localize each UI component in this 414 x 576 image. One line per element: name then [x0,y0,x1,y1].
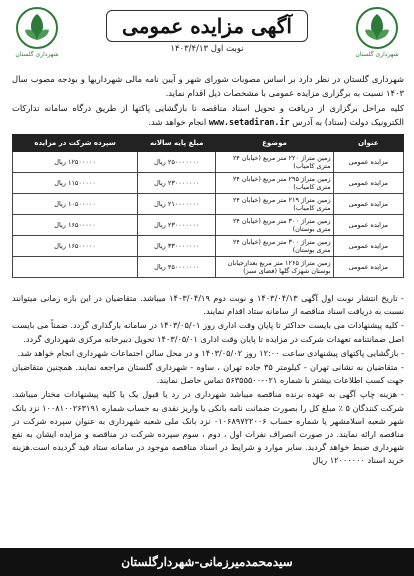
page-title: آگهی مزایده عمومی [106,10,308,42]
cell-subject: زمین متراژ ۲۲۰ متر مربع (خیابان ۲۴ متری کامیاب) [216,152,333,173]
cell-subject: زمین متراژ ۲۹۵ متر مربع (خیابان ۲۴ متری کامیاب) [216,173,333,194]
column-header-title: عنوان [333,135,403,152]
cell-subject: زمین متراژ ۲۱۹ متر مربع (خیابان ۲۴ متری کامیاب) [216,194,333,215]
cell-title: مزایده عمومی [333,173,403,194]
cell-deposit: ۱۶۵۰۰۰۰۰ ریال [13,215,138,236]
column-header-deposit: سپرده شرکت در مزایده [13,135,138,152]
table-row [13,173,404,194]
cell-base-price: ۲۳۰۰۰۰۰۰۰ ریال [138,215,216,236]
auction-table [12,134,404,278]
cell-title: مزایده عمومی [333,257,403,278]
column-header-subject: موضوع [216,135,333,152]
intro-paragraph-portal [12,101,404,129]
header [6,6,408,70]
cell-deposit: ۱۶۵۰۰۰۰۰ ریال [13,236,138,257]
table-row [13,194,404,215]
cell-subject: زمین متراژ ۱۲۶۵ متر مربع بعدازخیابان بوستان شهرک گلها (فضای سبز) [216,257,333,278]
portal-text-after: انجام خواهد شد. [148,117,207,127]
cell-subject: زمین متراژ ۳۰۰ متر مربع (خیابان ۲۴ متری بوستان) [216,236,333,257]
cell-deposit: ۱۱۵۰۰۰۰۰ ریال [13,173,138,194]
cell-base-price: ۲۳۰۰۰۰۰۰۰ ریال [138,173,216,194]
intro-section [12,72,404,130]
table-header-row [13,135,404,152]
logo-caption: شهرداری گلستان [355,51,399,58]
terms-paragraph-opening: - بازگشایی پاکتهای پیشنهادی ساعت ۱۲:۰۰ روز ۱۴۰۳/۰۵/۰۲ و در محل سالن اجتماعات شهرداری انجام خواهد شد. [17,347,404,358]
terms-paragraph-deadline: - کلیه پیشنهادات می بایست حداکثر تا پایان وقت اداری روز ۱۴۰۳/۰۵/۰۱ در سامانه بارگذاری گردد. ضمناً می بایست اصل ضمانتنامه تعهدات شرکت در مزایده تا پایان وقت اداری ۱۴۰۳/۰۵/۰۱ تحویل دبیرخانه مرکزی شهرداری گردد. [12,320,404,344]
cell-title: مزایده عمومی [333,215,403,236]
table-row [13,215,404,236]
table-row [13,236,404,257]
auction-table-wrapper [12,134,404,278]
portal-text-before: کلیه مراحل برگزاری از دریافت و تحویل اسناد مناقصه تا بازگشایی پاکتها از طریق درگاه سامانه تدارکات الکترونیک دولت (ستاد) به آدرس [12,103,404,127]
terms-paragraph-address: - متقاضیان به نشانی تهران - کیلومتر ۳۵ جاده تهران ، ساوه - شهرداری گلستان مراجعه نمایند. همچنین متقاضیان جهت کسب اطلاعات بیشتر با شماره ۰۲۱-۵۶۳۵۵۵۰۰ تماس حاصل نمایند. [12,362,404,386]
municipality-logo-left [8,6,66,66]
setad-link[interactable]: www.setadiran.ir [208,117,290,127]
terms-paragraph-dates: - تاریخ انتشار نوبت اول آگهی ۱۴۰۳/۰۴/۱۳ و نوبت دوم ۱۴۰۳/۰۴/۱۹ میباشد. متقاضیان در این بازه زمانی میتوانند نسبت به دریافت اسناد مناقصه از سامانه ستاد اقدام نمایند. [12,293,404,317]
intro-paragraph: شهرداری گلستان در نظر دارد بر اساس مصوبات شورای شهر و آیین نامه مالی شهرداریها و بودجه مصوب سال ۱۴۰۳ نسبت به برگزاری مزایده عمومی با مشخصات ذیل اقدام نماید. [12,74,404,98]
leaf-emblem-icon [355,6,399,50]
table-row [13,257,404,278]
cell-deposit: ۱۲۵۰۰۰۰۰ ریال [13,152,138,173]
cell-title: مزایده عمومی [333,194,403,215]
cell-base-price: ۳۳۰۰۰۰۰۰۰ ریال [138,236,216,257]
signature-bar: سیدمحمدمیرزمانی-شهردارگلستان [0,548,414,576]
cell-subject: زمین متراژ ۳۰۰ متر مربع (خیابان ۲۴ متری بوستان) [216,215,333,236]
municipality-logo-right [348,6,406,66]
cell-deposit: ۱۰۵۰۰۰۰۰ ریال [13,194,138,215]
cell-title: مزایده عمومی [333,152,403,173]
terms-paragraph-deposit: - هزینه چاپ آگهی به عهده برنده مناقصه میباشد شهرداری در رد یا قبول یک یا کلیه پیشنهادات مختار میباشد. شرکت کنندگان ۵ ٪ مبلغ کل را بصورت ضمانت نامه بانکی یا واریز نقدی به حساب شماره ۱۰۰۸۱۰۰۲۶۳۱۹۱ نزد بانک شهر شعبه اسلامشهر یا شماره حساب ۰۱۰۶۸۹۷۲۲۰۰۶ نزد بانک ملی شعبه شهرداری به عنوان سپرده شرکت در مناقصه ارائه نمایند. در صورت انصراف نفرات اول ، دوم ، سوم سپرده شرکت در مناقصه و مزایده ایشان به نفع شهرداری ضبط خواهد گردید. سایر موارد و شرایط در اسناد مناقصه موجود در سامانه ستاد قید گردیده است.هزینه خرید اسناد ۱۲۰۰۰۰۰۰ ریال [12,389,404,466]
terms-section [12,292,404,469]
publish-date: نوبت اول ۱۴۰۳/۴/۱۳ [170,44,244,54]
logo-caption: شهرداری گلستان [15,51,59,58]
cell-base-price: ۲۱۰۰۰۰۰۰۰ ریال [138,194,216,215]
cell-base-price: ۴۵۰۰۰۰۰۰۰ ریال [138,257,216,278]
cell-title: مزایده عمومی [333,236,403,257]
table-row [13,152,404,173]
cell-deposit [13,257,138,278]
cell-base-price: ۲۵۰۰۰۰۰۰۰ ریال [138,152,216,173]
column-header-base-price: مبلغ پایه سالانه [138,135,216,152]
leaf-emblem-icon [15,6,59,50]
